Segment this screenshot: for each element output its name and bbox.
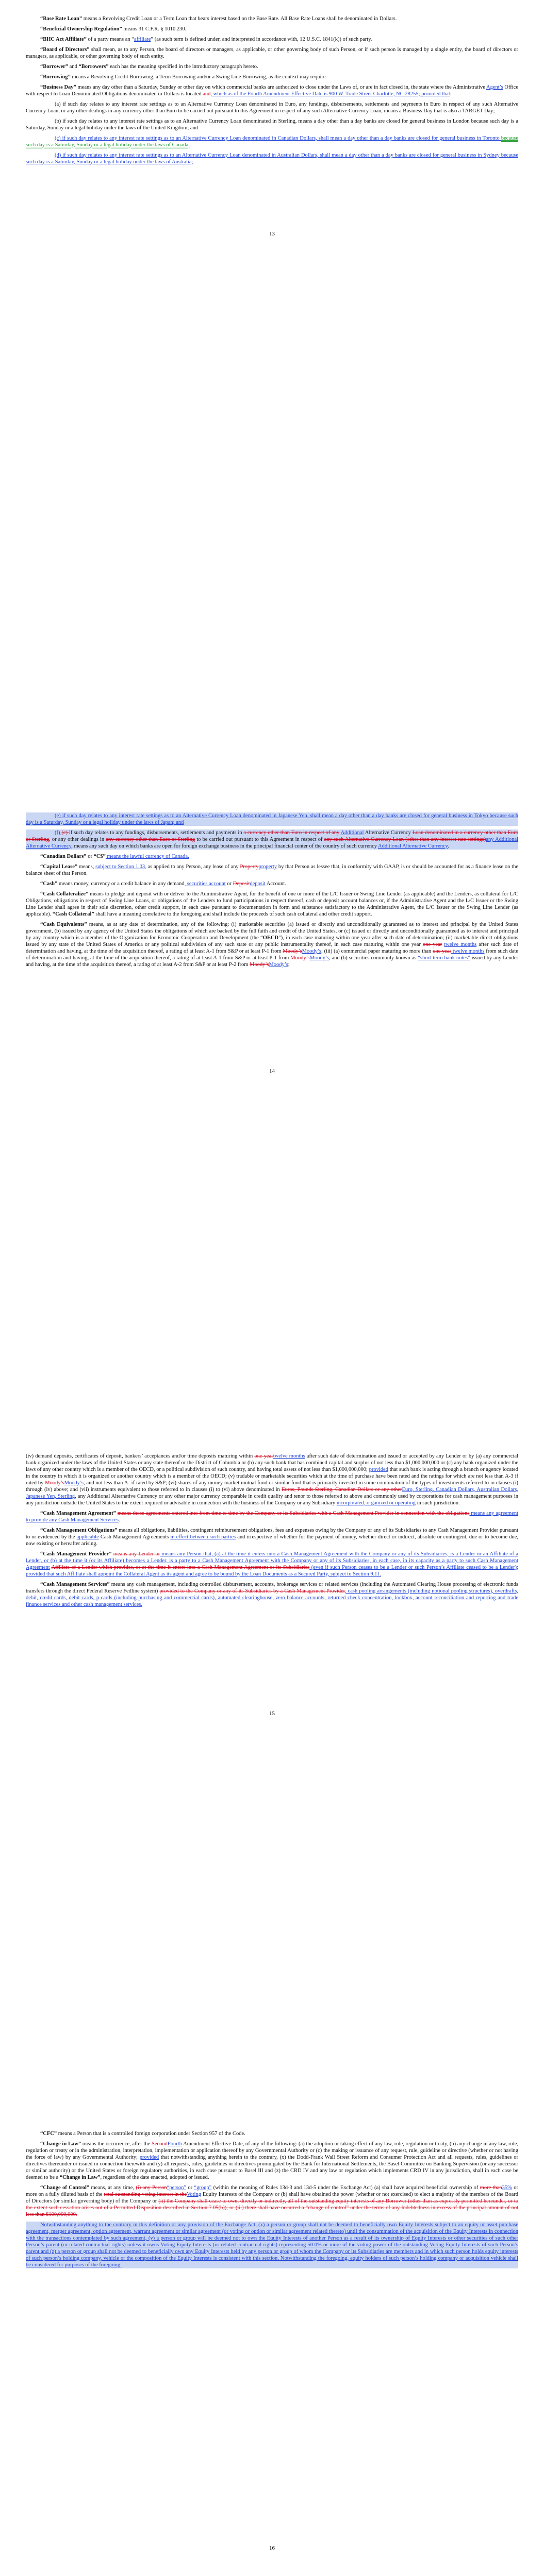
inserted-text: , cash pooling arrangements (including notional pooling structures), overdrafts, debit, credit cards, debit cards, p-cards (including purchasing and commercial cards), automated clearinghouse, zero balance accounts, returned check concentration, lockbox, account reconciliation and reporting and trade finance services and other cash management services. <box>26 1588 518 1607</box>
definition-paragraph <box>26 853 518 860</box>
text-run: (within the meaning of Rules 13d-3 and 13d-5 under the Exchange Act) (a) shall have acquired beneficial ownership of <box>211 2185 480 2191</box>
page-body <box>26 15 518 169</box>
deleted-text: (ii) the Company shall cease to own, directly or indirectly, all of the outstanding equity interests of any Borrower (other than as expressly permitted hereunder, or to the extent such cessation arises out of a Permitted Disposition <box>26 2198 518 2211</box>
inserted-text: Additional Alternative Currency <box>378 843 448 849</box>
inserted-text: Euro, Sterling, Canadian Dollars, Australian Dollars, Japanese Yen, Sterling <box>26 1487 518 1499</box>
text-run: that such bank is acting through a branch or agency located in the country in which it is organized or another country which is a member of the OECD; (v) tradable or marketable securities which at the time of purchase have been rated and the ratings for which are not less than A-3 if rated by <box>26 1467 518 1486</box>
definition-paragraph <box>26 118 518 131</box>
inserted-text: (f) <box>55 830 62 836</box>
deleted-text: total outstanding voting interest in the <box>104 2192 187 2197</box>
highlighted-paragraph <box>26 812 518 826</box>
page-body <box>26 1453 518 1612</box>
text-run: of a party means an “ <box>86 37 134 42</box>
defined-term: “C$” <box>93 854 106 859</box>
deleted-text: provided to the Company or any of its Subsidiaries by a Cash Management Provider <box>159 1588 345 1594</box>
defined-term: “Business Day” <box>40 84 76 90</box>
deleted-text: Moody’s <box>45 1480 64 1486</box>
text-run: means a Person that is a controlled foreign corporation under Section 957 of the Code. <box>57 2131 245 2137</box>
text-run: or <box>225 881 233 887</box>
deleted-text: a currency other than Euro in respect of any <box>243 830 340 836</box>
definition-paragraph <box>26 880 518 887</box>
definition-paragraph <box>26 101 518 114</box>
inserted-text: Fourth <box>167 2141 182 2147</box>
text-run: , and not less than A- if rated by S&P; (vi) shares of any money market mutual fund or similar fund that is primarily invested in some combination of the types of investments referred to in clauses (i) through (iv) above; and (vii) instruments equivalent to those referred to in clauses (i) to (vi) above denominated in <box>26 1480 518 1493</box>
text-run: . <box>448 843 449 849</box>
defined-term: OECD <box>262 935 279 941</box>
text-run: means all obligations, liabilities, contingent reimbursement obligations, fees and expenses owing by the Company or any of its Subsidiaries to any Cash Management Provider pursuant to or evidenced by the <box>26 1528 518 1540</box>
defined-term: “CFC” <box>40 2131 57 2137</box>
text-run: Alternative Currency <box>364 830 413 836</box>
text-run: means, <box>77 864 96 870</box>
text-run: ; (iii) (a) commercial paper maturing no more than <box>321 948 433 954</box>
text-run: Account. <box>265 881 286 887</box>
inserted-text: Agent’s <box>486 84 503 90</box>
defined-term: “BHC Act Affiliate” <box>40 37 87 42</box>
inserted-text: any Additional Alternative Currency <box>26 837 518 849</box>
defined-term: “Borrowers” <box>78 64 109 70</box>
inserted-text: “short-term bank notes” <box>418 955 470 961</box>
defined-term: “Beneficial Ownership Regulation” <box>40 26 122 32</box>
inserted-text: means any agreement to provide any Cash Management Services <box>26 1511 518 1523</box>
deleted-text: any such Alternative Currency Loan (other than any interest rate settings) <box>324 837 486 842</box>
text-run: , or any other dealings in <box>49 837 106 842</box>
inserted-text: “group” <box>194 2185 212 2191</box>
text-run: means a Revolving Credit Loan or a Term Loan that bears interest based on the Base Rate. All Base Rate Loans shall be denominated in Dollars. <box>82 16 397 22</box>
definition-paragraph <box>26 84 518 97</box>
deleted-text: Moody’s <box>290 955 310 961</box>
inserted-text: Moody’s <box>309 955 329 961</box>
defined-term: “Cash Management Provider” <box>40 1551 112 1557</box>
inserted-text: means any Person that, (a) <box>160 1551 223 1557</box>
text-run: from such date of determination and having, at the time of the acquisition thereof, a rating of at least A-1 from S&P or at least P-1 from <box>26 948 518 961</box>
deleted-text: Moody’s <box>283 948 302 954</box>
text-run: , any Additional Alternative Currency or any other major currency comparable in credit quality and tenor to those referred to above and commonly used by corporations for cash management purposes in any jurisdiction outside the United States to the extent required or advisable in connection with the business of the Company or any Subsidiary <box>26 1494 518 1506</box>
text-run: ” (as such term is defined under, and interpreted in accordance with, 12 U.S.C. 1841(k)) of such party. <box>151 37 372 42</box>
definition-paragraph <box>26 135 518 148</box>
text-run: Cash Management Agreements <box>98 1534 171 1540</box>
deleted-text: and <box>203 91 211 97</box>
deleted-text: means those agreements entered into from time to time by the Company or its Subsidiaries with a Cash Management Provider in connection with the obligations <box>117 1511 470 1516</box>
inserted-text: (d) if such day relates to any interest rate settings as to an Alternative Currency Loan denominated in Australian Dollars, shall mean a day other than a day banks are closed for general business in Sydney because such day is a Saturday, Sunday or a legal holiday under the laws of Australia; <box>26 152 518 165</box>
inserted-text: “person” <box>167 2185 186 2191</box>
deleted-text: one year <box>433 948 452 954</box>
definition-paragraph <box>26 863 518 877</box>
text-run: means 31 C.F.R. § 1010.230. <box>122 26 187 32</box>
defined-term: “Borrowing” <box>40 74 71 80</box>
highlighted-paragraph <box>26 2222 518 2268</box>
page-number: 13 <box>269 231 275 237</box>
inserted-text: 35% <box>502 2185 512 2191</box>
deleted-text: Second <box>151 2141 168 2147</box>
inserted-text: affiliate <box>134 37 151 42</box>
defined-term: “Change of Control” <box>40 2185 90 2191</box>
inserted-text: provided that <box>421 91 450 97</box>
page-body <box>26 2130 518 2272</box>
deleted-text: one year <box>254 1453 273 1459</box>
inserted-text: Moody’s <box>64 1480 84 1486</box>
text-run: ; <box>288 962 290 968</box>
text-run: to be carried out pursuant to this Agreement in respect of <box>195 837 324 842</box>
text-run: that notwithstanding anything herein to the contrary, (x) the Dodd-Frank Wall Street Reform and Consumer Protection Act and all requests, rules, guidelines or directives thereunder or issued in connection therewith and (y) all requests, rules, guidelines or directives promulgated by the Bank for International Settlements, the Basel Committee on Banking Supervision (or any successor or similar authority) or the United States or foreign regulatory authorities, in each case pursuant to Basel III and (z) the CRD IV and any law or regulation which implements CRD IV in any jurisdiction, shall in each case be deemed to be a <box>26 2155 519 2180</box>
page-body <box>26 812 518 972</box>
inserted-text: twelve months <box>444 942 477 947</box>
text-run: , and (b) securities commonly known as <box>328 955 418 961</box>
defined-term: “Cash Management Obligations” <box>40 1528 118 1533</box>
moved-text: because such day is a Saturday, Sunday or a legal holiday under the laws of Canada <box>26 135 518 148</box>
definition-paragraph <box>26 1453 518 1506</box>
defined-term: “Canadian Dollars” <box>40 854 87 859</box>
deleted-text: Property <box>240 864 259 870</box>
definition-paragraph <box>26 1581 518 1608</box>
inserted-text: , securities account <box>184 881 226 887</box>
text-run: and irrespective of whether for the payment of money, whether direct or indirect, absolute or contingent, due or to become due, now existing or hereafter arising. <box>26 1534 519 1547</box>
definition-paragraph <box>26 1527 518 1547</box>
text-run: each has the meaning specified in the introductory paragraph hereto. <box>108 64 258 70</box>
highlighted-paragraph <box>26 829 518 850</box>
text-run: shall have a meaning correlative to the foregoing and shall include the proceeds of such cash collateral and other credit support. <box>94 911 372 917</box>
inserted-text: (e) if such day relates to any interest rate settings as to an Alternative Currency Loan denominated in Japanese Yen, shall mean a day other than a day banks are closed for general business in Tokyo because such day is a Saturday, Sunday or a legal holiday under the laws of Japan; and <box>26 813 518 825</box>
inserted-text: , which as of the Fourth Amendment Effective Date is 900 W. Trade Street Charlotte, NC 28255; <box>210 91 422 97</box>
inserted-text: ; <box>188 142 190 148</box>
inserted-text: Moody’s <box>269 962 288 968</box>
inserted-text: provided <box>139 2155 159 2160</box>
text-run: or <box>86 854 94 859</box>
defined-term: “Cash Management Agreement” <box>40 1511 116 1516</box>
text-run: . <box>118 1517 120 1523</box>
text-run: shall mean, as to any Person, the board of directors or managers, as applicable, or other governing body of such Person, or if such person is managed by a single entity, the board of directors or managers, as applicable, or other governing body of such entity. <box>26 47 518 59</box>
defined-term: “Cash Collateral” <box>52 911 94 917</box>
definition-paragraph <box>26 2141 518 2181</box>
inserted-text: in effect between such parties <box>170 1534 236 1540</box>
defined-term: “Cash” <box>40 881 58 887</box>
text-run: (a) if such day relates to any interest rate settings as to an Alternative Currency Loan denominated in Euro, any fundings, disbursements, settlements and payments in Euro in respect of any such Alternative Currency Loan, or any other dealings in any currency other than Euro to be carried out pursuant to this Agreement in respect of any such Alternative Currency Loan, means a Business Day that is also a TARGET Day; <box>26 101 518 114</box>
page-number: 15 <box>269 1710 275 1717</box>
inserted-text: twelve months <box>273 1453 305 1459</box>
deleted-text: described in Section 7.05(b)); or (iii) there shall have occurred a “change of control” under the terms of any Indebtedness in excess of the principal amount of not less than $100,000,000. <box>26 2205 519 2217</box>
inserted-text: (c) if such day relates to any interest rate settings as to an Alternative Currency Loan denominated in Canadian Dollars, shall mean a day other than a day banks are closed for general business in Toronto <box>55 135 501 141</box>
inserted-text: applicable <box>76 1534 99 1540</box>
text-run: means to pledge and deposit with or deliver to the Administrative Agent, for the benefit of one or more of the L/C Issuer or Swing Line Lender (as applicable) and the Lenders, as collateral for L/C Obligations, obligations in respect of Swing Line Loans, or obligations of the Lenders to fund participations in respect thereof, cash or deposit account balances or, if the Administrative Agent and the L/C Issuer or the Swing Line Lender shall agree in their sole discretion, other credit support, in each case pursuant to documentation in form and substance satisfactory to the Administrative Agent, the L/C Issuer or the Swing Line Lender (as applicable). <box>26 891 518 917</box>
defined-term: “Board of Directors” <box>40 47 90 53</box>
deleted-text: any currency other than Euro or Sterling <box>106 837 195 842</box>
deleted-text: more than <box>480 2185 502 2191</box>
text-run: means any day other than a Saturday, Sunday or other day on which commercial banks are authorized to close under the Laws of, or are in fact closed in, the state where the Administrative <box>76 84 487 90</box>
deleted-text: Moody’s <box>250 962 269 968</box>
definition-paragraph <box>26 26 518 32</box>
defined-term: “Cash Equivalents” <box>40 922 87 927</box>
defined-term: “Borrower” <box>40 64 69 70</box>
deleted-text: (c) <box>61 830 69 836</box>
deleted-text: Deposit <box>233 881 250 887</box>
text-run: or more on a fully diluted basis of the <box>26 2185 519 2197</box>
inserted-text: Additional <box>340 830 364 836</box>
page-number: 16 <box>269 2545 275 2551</box>
definition-paragraph <box>26 74 518 80</box>
text-run: as applied to any Person, any lease of any <box>146 864 240 870</box>
defined-term: “Change in Law” <box>59 2175 101 2180</box>
deleted-text: Euros, Pounds Sterling, Canadian Dollars or any other <box>282 1487 402 1493</box>
deleted-text: Affiliate of a Lender which provides, or at the time it enters into a Cash Management Agreement or its Subsidiaries <box>51 1565 310 1570</box>
inserted-text: Notwithstanding anything to the contrary in this definition or any provision of the Exchange Act, (x) a person or group shall not be deemed to beneficially own Equity Interests subject to an equity or asset purchase agreement, merger agreement, option agreement, warrant agreement or similar agreement (or voting or option or similar agreement related thereto) until the consummation of the acquisition of the Equity Interests in connection with the transactions contemplated by such agreement, (y) a person or group will be deemed not to own the Equity Interests of another Person as a result of its ownership of Equity Interests or other securities of such other Person’s parent (or related contractual rights) unless it owns Voting Equity Interests (or related contractual rights) representing 50.0% or more of the voting power of the outstanding Voting Equity Interests of such Person’s parent and (z) a person or group shall not be deemed to beneficially own any Equity Interests held by any person or group of whom the Company or its Subsidiaries are members and in which such person holds equity interests of such person’s holding company, vehicle or the composition of the Equity Interests is consistent with this section. Notwithstanding the foregoing, equity holders of such person’s holding company or acquisition vehicle shall be considered for purposes of the foregoing. <box>26 2222 518 2268</box>
definition-paragraph <box>26 2130 518 2137</box>
definition-paragraph <box>26 1510 518 1523</box>
page-number: 14 <box>269 1068 275 1074</box>
text-run: means any cash management, including controlled disbursement, accounts, brokerage services or related services (including the Automated Clearing House processing of electronic funds transfers through the direct Federal Reserve Fedline system) <box>26 1582 518 1594</box>
inserted-text: Voting <box>187 2192 202 2197</box>
text-run: after such date of determination and issued or accepted by any Lender or by (a) any commercial bank organized under the laws of the United States or any state thereof or the District of Columbia or (b) any such bank that has combined capital and surplus of not less than $1,000,000,000 or (c) any bank organized under the laws of any other country which is a member of the OECD, or a political subdivision of such country, and having total assets of not less than $1,000,000,000; <box>26 1453 518 1472</box>
inserted-text: property <box>258 864 277 870</box>
definition-paragraph <box>26 46 518 60</box>
text-run: Office with respect to Loan Denominated Obligations denominated in Dollars is located <box>26 84 519 97</box>
defined-term: “Capital Lease” <box>40 864 78 870</box>
definition-paragraph <box>26 921 518 968</box>
definition-paragraph <box>26 891 518 918</box>
text-run: ”), in each case maturing within one year after such date of determination; (ii) marketable direct obligations issued by any state of the United States of America or any political subdivision of any such state or any public instrumentality thereof, in each case maturing within one year <box>26 935 518 947</box>
text-run: means the occurrence, after the <box>81 2141 152 2147</box>
text-run: in such jurisdiction. <box>415 1500 460 1506</box>
text-run: means a Revolving Credit Borrowing, a Term Borrowing and/or a Swing Line Borrowing, as the context may require. <box>70 74 327 80</box>
text-run: issued by any Lender and having, at the time of the acquisition thereof, a rating of at least A-2 from S&P or at least P-2 from <box>26 955 518 968</box>
text-run: (b) if such day relates to any interest rate settings as to an Alternative Currency Loan denominated in Sterling, means a day other than a day banks are closed for general business in London because such day is a Saturday, Sunday or a legal holiday under the laws of the United Kingdom; and <box>26 118 518 131</box>
defined-term: “Base Rate Loan” <box>40 16 83 22</box>
inserted-text: incorporated, organized or operating <box>336 1500 416 1506</box>
inserted-text: subject to Section 1.03, <box>95 864 146 870</box>
definition-paragraph <box>26 1551 518 1578</box>
text-run: means, at any time, <box>89 2185 136 2191</box>
deleted-text: (i) any Person <box>136 2185 167 2191</box>
defined-term: “Cash Collateralize” <box>40 891 89 897</box>
inserted-text: twelve months <box>451 948 485 954</box>
text-run: or <box>186 2185 194 2191</box>
text-run: and <box>68 64 79 70</box>
inserted-text: provided <box>369 1467 388 1472</box>
text-run: Equity Interests of the Company or (b) shall have obtained the power (whether or not exercised) to elect a majority of the members of the Board of Directors (or similar governing body) of the Company or <box>26 2192 518 2204</box>
inserted-text: at the time it enters into a Cash Management Agreement with the Company or any of its Subsidiaries, is a Lender or an Affiliate of a Lender, or (b) at the time it (or its Affiliate) becomes a Lender, is a party to a Cash Management Agreement with the Company or any of its Subsidiaries, in each case, in its capacity as a party to such Cash Management Agreement <box>26 1551 519 1570</box>
definition-paragraph <box>26 15 518 22</box>
text-run: Amendment Effective Date, of any of the following: (a) the adoption or taking effect of any law, rule, regulation or treaty, (b) any change in any law, rule, regulation or treaty or in the administration, interpretation, implementation or application thereof by any Governmental Authority or (c) the making or issuance of any request, rule, guideline or directive (whether or not having the force of law) by any Governmental Authority; <box>26 2141 519 2160</box>
deleted-text: Loan denominated in a currency other than Euro or Sterling <box>26 830 519 842</box>
definition-paragraph <box>26 63 518 70</box>
text-run: after such date of determination and having, at the time of the acquisition thereof, a rating of at least A-1 from S&P or at least P-1 from <box>26 942 518 954</box>
definition-paragraph <box>26 152 518 165</box>
deleted-text: means any Lender or <box>113 1551 160 1557</box>
text-run: , means any such day on which banks are open for foreign exchange business in the principal financial center of the country of such currency <box>71 843 378 849</box>
inserted-text: (even if such Person ceases to be a Lender or such Person’s Affiliate ceased to be a Lender); provided that such Affiliate shall appoint the Collateral Agent as its agent and agree to be bound by the Loan Documents as a Secured Party, subject to Section 9.11. <box>26 1565 518 1577</box>
inserted-text: Moody’s <box>302 948 321 954</box>
text-run: , regardless of the date enacted, adopted or issued. <box>100 2175 209 2180</box>
definition-paragraph <box>26 36 518 43</box>
deleted-text: one year <box>422 942 442 947</box>
inserted-text: means the lawful currency of Canada. <box>105 854 189 859</box>
text-run: : <box>450 91 452 97</box>
defined-term: “Change in Law” <box>40 2141 81 2147</box>
inserted-text: deposit <box>250 881 266 887</box>
text-run: if such day relates to any fundings, disbursements, settlements and payments in <box>69 830 244 836</box>
text-run: means money, currency or a credit balance in any demand <box>57 881 185 887</box>
text-run: (iv) demand deposits, certificates of deposit, bankers’ acceptances and/or time deposits maturing within <box>26 1453 255 1459</box>
text-run: by that Person as lessee that, in conformity with GAAP, is or should be accounted for as a finance lease on the balance sheet of that Person. <box>26 864 518 876</box>
definition-paragraph <box>26 2184 518 2218</box>
text-run: means, as at any date of determination, any of the following: (i) marketable securities (a) issued or directly and unconditionally guaranteed as to interest and principal by the United States government, (b) issued by any agency of the United States the obligations of which are backed by the full faith and credit of the United States, or (c) issued or directly and unconditionally guaranteed as to interest and principal by any country which is a member of the Organization for Economic Cooperation and Development (the “ <box>26 922 518 941</box>
defined-term: “Cash Management Services” <box>40 1582 110 1587</box>
